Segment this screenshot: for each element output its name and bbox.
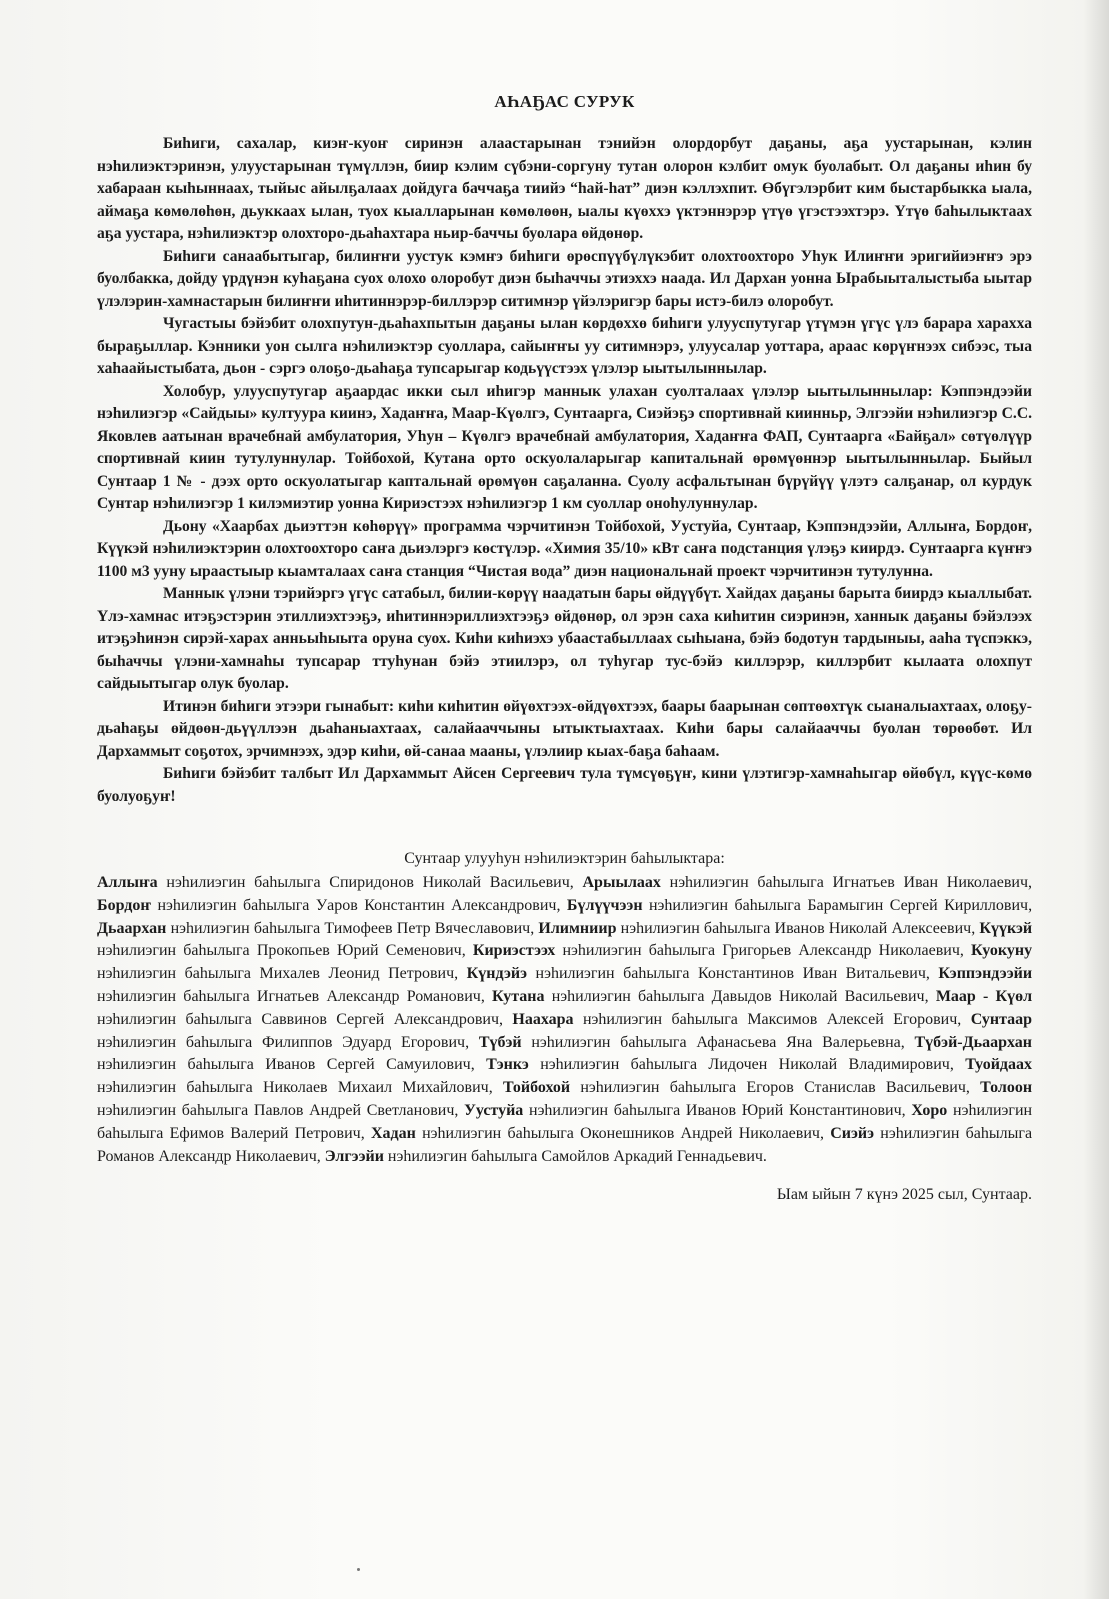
- paragraph: Маннык үлэни тэрийэргэ үгүс сатабыл, билии-көрүү наадатын бары өйдүүбүт. Хайдах даҕаны барыта биирдэ кыаллыбат. Үлэ-хамнас итэҕэстэрин этиллиэхтээҕэ, иһитиннэриллиэхтээҕэ өйдөнөр, ол эрэн саха киһитин сиэринэн, ханнык даҕаны бэйэлээх итэҕэһинэн сирэй-харах анньыһыыта оруна суох. Киһи киһиэхэ убаастабыллаах сыһыана, бэйэ бодотун тардыныы, ааһа түспэккэ, быһаччы үлэни-хамнаһы тупсарар ттуһунан бэйэ этиилэрэ, ол туһугар тус-бэйэ киллэрэр, киллэрбит кылаата олохпут сайдыытыгар олук буолар.: [97, 585, 1032, 692]
- head-role: нэһилиэгин баһылыга: [540, 1056, 698, 1074]
- paragraph: Чугастыы бэйэбит олохпутун-дьаһахпытын даҕаны ылан көрдөххө биһиги улууспутугар үтүмэн үгүс үлэ барара харахха быраҕыллар. Кэнники уон сылга нэһилиэктэр суоллара, сайыҥҥы уу ситимнэрэ, улуусалар уоттара, араас көрүҥнээх сибээс, тыа хаһаайыстыбата, дьон - сэргэ олоҕо-дьаһаҕа тупсарыгар кодьүүстээх үлэлэр ыытылыннылар.: [97, 315, 1032, 377]
- settlement-name: Кириэстээх: [472, 942, 556, 960]
- head-name: Иванов Сергей Самуилович: [265, 1056, 471, 1074]
- head-role: нэһилиэгин баһылыга: [582, 1010, 738, 1028]
- head-name: Григорьев Александр Николаевич: [722, 942, 960, 960]
- head-name: Егоров Станислав Васильевич: [746, 1079, 966, 1097]
- head-name: Игнатьев Александр Романович: [256, 987, 481, 1005]
- settlement-name: Уустуйа: [464, 1101, 524, 1119]
- head-role: нэһилиэгин баһылыга: [669, 874, 824, 891]
- settlement-name: Тойбохой: [502, 1079, 571, 1097]
- head-name: Михалев Леонид Петрович: [259, 965, 455, 983]
- head-role: нэһилиэгин баһылыга: [97, 1101, 249, 1119]
- head-role: нэһилиэгин баһылыга: [880, 1124, 1033, 1142]
- head-role: нэһилиэгин баһылыга: [531, 1033, 687, 1051]
- head-name: Афанасьева Яна Валерьевна: [696, 1033, 901, 1051]
- signatories-heading: Сунтаар улууһун нэһилиэктэрин баһылыктара:: [404, 850, 725, 867]
- head-name: Спиридонов Николай Васильевич: [329, 874, 570, 891]
- head-name: Романов Александр Николаевич: [97, 1147, 317, 1165]
- settlement-name: Маар - Күөл: [935, 987, 1033, 1005]
- head-role: нэһилиэгин баһылыга: [170, 919, 321, 937]
- date-place: Ыам ыйын 7 күнэ 2025 сыл, Сунтаар.: [776, 1186, 1032, 1204]
- settlement-name: Сиэйэ: [830, 1124, 875, 1142]
- settlement-name: Аллыҥа: [97, 874, 158, 891]
- head-name: Максимов Алексей Егорович: [747, 1010, 958, 1028]
- head-role: нэһилиэгин баһылыга: [97, 1033, 253, 1051]
- head-name: Павлов Андрей Светланович: [253, 1101, 455, 1119]
- paragraph: Дьону «Хаарбах дьиэттэн көһөрүү» программа чэрчитинэн Тойбохой, Уустуйа, Сунтаар, Кэппэндээйи, Аллыҥа, Бордоҥ, Күүкэй нэһилиэктэрин олохтоохторо саҥа дьиэлэргэ көстүлэр. «Химия 35/10» кВт саҥа подстанция үлэҕэ киирдэ. Сунтаарга күҥҥэ 1100 м3 ууну ыраастыыр кыамталаах саҥа станция “Чистая вода” диэн национальнай проект чэрчитинэн тутулунна.: [97, 517, 1032, 580]
- head-role: нэһилиэгин баһылыга: [648, 896, 801, 914]
- head-role: нэһилиэгин баһылыга: [529, 1101, 681, 1119]
- head-role: нэһилиэгин баһылыга: [620, 919, 771, 937]
- settlement-name: Хоро: [911, 1101, 948, 1119]
- head-role: нэһилиэгин баһылыга: [166, 874, 321, 891]
- head-role: нэһилиэгин баһылыга: [562, 942, 716, 960]
- signatories-list: Аллыҥа нэһилиэгин баһылыга Спиридонов Николай Васильевич, Арыылаах нэһилиэгин баһылыга Игнатьев Иван Николаевич, Бордоҥ нэһилиэгин баһылыга Уаров Константин Александрович, Бүлүүчээн нэһилиэгин баһылыга Барамыгин Сергей Кириллович, Дьаархан нэһилиэгин баһылыга Тимофеев Петр Вячеславович, Илимниир нэһилиэгин баһылыга Иванов Николай Алексеевич, Күүкэй нэһилиэгин баһылыга Прокопьев Юрий Семенович, Кириэстээх нэһилиэгин баһылыга Григорьев Александр Николаевич, Куокуну нэһилиэгин баһылыга Михалев Леонид Петрович, Күндэйэ нэһилиэгин баһылыга Константинов Иван Витальевич, Кэппэндээйи нэһилиэгин баһылыга Игнатьев Александр Романович, Кутана нэһилиэгин баһылыга Давыдов Николай Васильевич, Маар - Күөл нэһилиэгин баһылыга Саввинов Сергей Александрович, Наахара нэһилиэгин баһылыга Максимов Алексей Егорович, Сунтаар нэһилиэгин баһылыга Филиппов Эдуард Егорович, Түбэй нэһилиэгин баһылыга Афанасьева Яна Валерьевна, Түбэй-Дьаархан нэһилиэгин баһылыга Иванов Сергей Самуилович, Тэнкэ нэһилиэгин баһылыга Лидочен Николай Владимирович, Туойдаах нэһилиэгин баһылыга Николаев Михаил Михайлович, Тойбохой нэһилиэгин баһылыга Егоров Станислав Васильевич, Толоон нэһилиэгин баһылыга Павлов Андрей Светланович, Уустуйа нэһилиэгин баһылыга Иванов Юрий Константинович, Хоро нэһилиэгин баһылыга Ефимов Валерий Петрович, Хадан нэһилиэгин баһылыга Оконешников Андрей Николаевич, Сиэйэ нэһилиэгин баһылыга Романов Александр Николаевич, Элгээйи нэһилиэгин баһылыга Самойлов Аркадий Геннадьевич.: [97, 874, 1033, 1165]
- head-name: Давыдов Николай Васильевич: [711, 987, 925, 1005]
- head-name: Константинов Иван Витальевич: [698, 965, 926, 983]
- head-role: нэһилиэгин баһылыга: [97, 1101, 1033, 1142]
- head-name: Оконешников Андрей Николаевич: [580, 1124, 820, 1142]
- head-name: Уаров Константин Александрович: [315, 896, 557, 914]
- head-role: нэһилиэгин баһылыга: [97, 965, 251, 983]
- paragraph: Итинэн биһиги этээри гынабыт: киһи киһитин өйүөхтээх-өйдүөхтээх, баары баарынан сөптөөхтүк сыаналыахтаах, олоҕу-дьаһаҕы өйдөөн-дьүүллээн дьаһаныахтаах, салайааччыны ытыктыахтаах. Киһи бары салайааччы буолан төрөөбөт. Ил Дархаммыт соҕотох, эрчимнээх, эдэр киһи, өй-санаа мааны, үлэлиир кыах-баҕа баһаам.: [97, 697, 1032, 760]
- head-name: Саввинов Сергей Александрович: [261, 1010, 499, 1028]
- settlement-name: Күндэйэ: [466, 965, 527, 983]
- settlement-name: Кэппэндээйи: [938, 965, 1033, 983]
- head-role: нэһилиэгин баһылыга: [387, 1147, 538, 1165]
- settlement-name: Тэнкэ: [486, 1056, 529, 1074]
- head-role: нэһилиэгин баһылыга: [97, 942, 250, 960]
- page-edge-shadow: [1083, 0, 1109, 1599]
- settlement-name: Толоон: [980, 1079, 1033, 1097]
- head-role: нэһилиэгин баһылыга: [551, 987, 705, 1005]
- head-name: Лидочен Николай Владимирович: [708, 1056, 950, 1074]
- settlement-name: Хадан: [370, 1124, 416, 1142]
- head-role: нэһилиэгин баһылыга: [535, 965, 690, 983]
- head-role: нэһилиэгин баһылыга: [97, 1079, 253, 1097]
- head-role: нэһилиэгин баһылыга: [97, 1010, 252, 1028]
- settlement-name: Арыылаах: [582, 874, 661, 891]
- settlement-name: Бүлүүчээн: [566, 896, 643, 914]
- head-name: Игнатьев Иван Николаевич: [832, 874, 1029, 891]
- head-role: нэһилиэгин баһылыга: [580, 1079, 737, 1097]
- head-name: Барамыгин Сергей Кириллович: [807, 896, 1029, 914]
- head-role: нэһилиэгин баһылыга: [97, 987, 250, 1005]
- settlement-name: Куокуну: [971, 942, 1033, 960]
- settlement-name: Түбэй: [478, 1033, 522, 1051]
- settlement-name: Туойдаах: [965, 1056, 1033, 1074]
- appeal-body: [97, 133, 1032, 808]
- settlement-name: Илимниир: [538, 919, 617, 937]
- head-role: нэһилиэгин баһылыга: [422, 1124, 574, 1142]
- settlement-name: Элгээйи: [324, 1147, 384, 1165]
- speck: [357, 1568, 360, 1571]
- settlement-name: Күүкэй: [979, 919, 1033, 937]
- paragraph: Холобур, улууспутугар аҕаардас икки сыл иһигэр маннык улахан суолталаах үлэлэр ыытылыннылар: Кэппэндээйи нэһилиэгэр «Сайдыы» култуура киинэ, Хадаҥҥа, Маар-Күөлгэ, Сунтаарга, Сиэйэҕэ спортивнай киинньр, Элгээйи нэһилиэгэр С.С. Яковлев аатынан врачебнай амбулатория, Уһун – Күөлгэ врачебнай амбулатория, Хадаҥҥа ФАП, Сунтаарга «Байҕал» сөтүөлүүр спортивнай киин тутулуннулар. Тойбохой, Кутана орто оскуолаларыгар капитальнай өрөмүөннэр ыытылыннылар. Быйыл Сунтаар 1 № - дээх орто оскуолатыгар каптальнай өрөмүөн саҕаланна. Суолу асфальтынан бүрүйүү үлэтэ салҕанар, ол курдук Сунтар нэһилиэгэр 1 килэмиэтир уонна Кириэстээх нэһилиэгэр 1 км суоллар оноһулуннулар.: [97, 382, 1032, 512]
- paragraph: Биһиги санаабытыгар, билиҥҥи уустук кэмҥэ биһиги өрөспүүбүлүкэбит олохтоохторо Уһук Илиҥҥи эригийиэҥҥэ эрэ буолбакка, дойду үрдүнэн куһаҕана суох олохо олоробут диэн быһаччы этиэххэ наада. Ил Дархан уонна Ырабыыталыстыба ыытар үлэлэрин-хамнастарын билиҥҥи иһитиннэрэр-биллэрэр ситимнэр үйэлэригэр бары истэ-билэ олоробут.: [97, 247, 1032, 310]
- head-name: Филиппов Эдуард Егорович: [261, 1033, 466, 1051]
- paragraph: Биһиги, сахалар, киэҥ-куоҥ сиринэн алаастарынан тэнийэн олордорбут даҕаны, аҕа уустарынан, кэлин нэһилиэктэринэн, улуустарынан түмүллэн, биир кэлим сүбэни-соргуну тутан олорон кэлбит омук буолабыт. Ол даҕаны иһин бу хабараан кыһыннаах, тыйыс айылҕалаах дойдуга баччаҕа тиийэ “һай-һат” диэн кэллэхпит. Өбүгэлэрбит ким быстарбыкка ыала, аймаҕа көмөлөһөн, дьуккаах ылан, туох кыалларынан көмөлөөн, ыалы күөххэ үктэннэрэр үтүө үгэстээхтэрэ. Үтүө баһылыктаах аҕа уустара, нэһилиэктэр олохторо-дьаһахтара ньир-баччы буолара өйдөнөр.: [97, 135, 1032, 242]
- settlement-name: Кутана: [492, 987, 545, 1005]
- head-name: Тимофеев Петр Вячеславович: [324, 919, 531, 937]
- head-role: нэһилиэгин баһылыга: [157, 896, 310, 914]
- settlement-name: Наахара: [512, 1010, 574, 1028]
- paragraph: Биһиги бэйэбит талбыт Ил Дархаммыт Айсен Сергеевич тула түмсүөҕүҥ, кини үлэтигэр-хамнаһыгар өйөбүл, күүс-көмө буолуоҕуҥ!: [97, 765, 1032, 805]
- document-title: АҺАҔАС СУРУК: [494, 92, 635, 111]
- head-name: Иванов Юрий Константинович: [685, 1101, 902, 1119]
- head-name: Ефимов Валерий Петрович: [169, 1124, 361, 1142]
- head-role: нэһилиэгин баһылыга: [97, 1056, 254, 1074]
- settlement-name: Сунтаар: [970, 1010, 1033, 1028]
- head-name: Прокопьев Юрий Семенович: [256, 942, 462, 960]
- head-name: Николаев Михаил Михайлович: [262, 1079, 489, 1097]
- settlement-name: Бордоҥ: [97, 896, 152, 914]
- settlement-name: Дьаархан: [97, 919, 167, 937]
- head-name: Самойлов Аркадий Геннадьевич: [541, 1147, 763, 1165]
- settlement-name: Түбэй-Дьаархан: [914, 1033, 1033, 1051]
- document-content: [97, 92, 1032, 1204]
- head-name: Иванов Николай Алексеевич: [774, 919, 972, 937]
